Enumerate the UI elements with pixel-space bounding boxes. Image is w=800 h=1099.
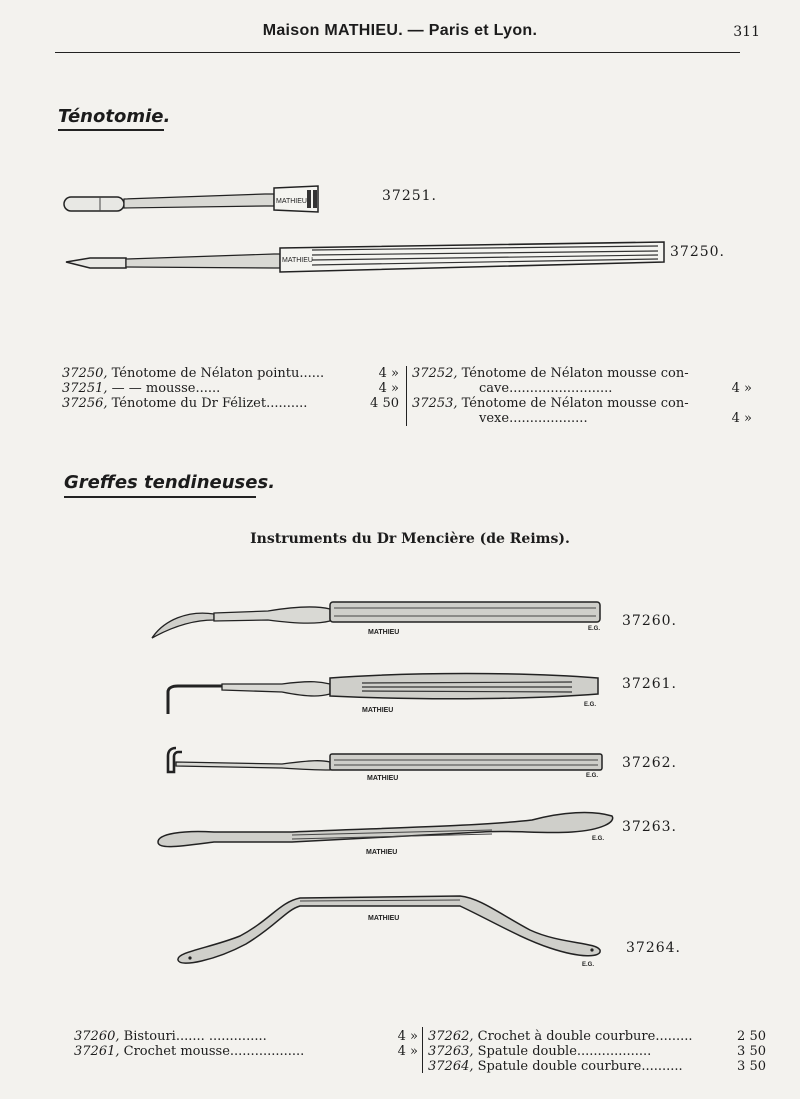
section-title-greffes: Greffes tendineuses. — [64, 472, 276, 493]
section-rule-greffes — [64, 496, 256, 498]
stamp-37251: MATHIEU — [276, 198, 307, 205]
ref-37263: 37263. — [622, 819, 677, 835]
header-rule — [55, 52, 740, 53]
section-subtitle-greffes: Instruments du Dr Mencière (de Reims). — [250, 531, 570, 547]
ref-37264: 37264. — [626, 940, 681, 956]
section-title-tenotomie: Ténotomie. — [58, 106, 171, 127]
tenotomie-list-left — [62, 366, 399, 411]
maker-mark-37262: E.G. — [586, 773, 599, 779]
maker-mark-37261: E.G. — [584, 702, 597, 708]
greffes-list-right — [428, 1029, 766, 1074]
spatule-37263-illustration — [152, 808, 618, 858]
section-rule-tenotomie — [58, 129, 164, 131]
greffes-list-left — [74, 1029, 418, 1059]
column-divider — [422, 1027, 423, 1073]
maker-mark-37260: E.G. — [588, 626, 601, 632]
tenotomie-list-right — [412, 366, 752, 426]
stamp-37250: MATHIEU — [282, 257, 313, 264]
list-item: 37263, Spatule double.................. 3 50 — [428, 1044, 766, 1059]
ref-37262: 37262. — [622, 755, 677, 771]
list-item: 37253, Ténotome de Nélaton mousse con- — [412, 396, 689, 411]
spatule-37264-illustration — [170, 890, 610, 970]
ref-37250: 37250. — [670, 244, 725, 260]
stamp-37260: MATHIEU — [368, 629, 400, 636]
column-divider — [406, 366, 407, 426]
bistouri-37260-illustration — [148, 596, 606, 642]
page-number: 311 — [733, 24, 760, 40]
maker-mark-37263: E.G. — [592, 836, 605, 842]
list-item: 37262, Crochet à double courbure......... 2 50 — [428, 1029, 766, 1044]
list-item: 37261, Crochet mousse.................. 4 » — [74, 1044, 418, 1059]
list-item: 37250, Ténotome de Nélaton pointu...... 4 » — [62, 366, 399, 381]
ref-37261: 37261. — [622, 676, 677, 692]
tenotome-37250-illustration — [62, 238, 668, 278]
stamp-37264: MATHIEU — [368, 915, 400, 922]
crochet-37262-illustration — [162, 744, 608, 784]
list-item: 37260, Bistouri....... .............. 4 » — [74, 1029, 418, 1044]
list-item: 37264, Spatule double courbure.......... 3 50 — [428, 1059, 766, 1074]
list-item: 37251, — — mousse...... 4 » — [62, 381, 399, 396]
ref-37251: 37251. — [382, 188, 437, 204]
ref-37260: 37260. — [622, 613, 677, 629]
list-item: vexe................... 4 » — [479, 411, 752, 426]
stamp-37262: MATHIEU — [367, 775, 399, 782]
page-header-title: Maison MATHIEU. — Paris et Lyon. — [262, 22, 538, 39]
maker-mark-37264: E.G. — [582, 962, 595, 968]
stamp-37261: MATHIEU — [362, 707, 394, 714]
crochet-37261-illustration — [162, 670, 602, 718]
stamp-37263: MATHIEU — [366, 849, 398, 856]
list-item: cave......................... 4 » — [479, 381, 752, 396]
list-item: 37256, Ténotome du Dr Félizet.......... 4 50 — [62, 396, 399, 411]
tenotome-37251-illustration — [60, 182, 325, 218]
list-item: 37252, Ténotome de Nélaton mousse con- — [412, 366, 689, 381]
